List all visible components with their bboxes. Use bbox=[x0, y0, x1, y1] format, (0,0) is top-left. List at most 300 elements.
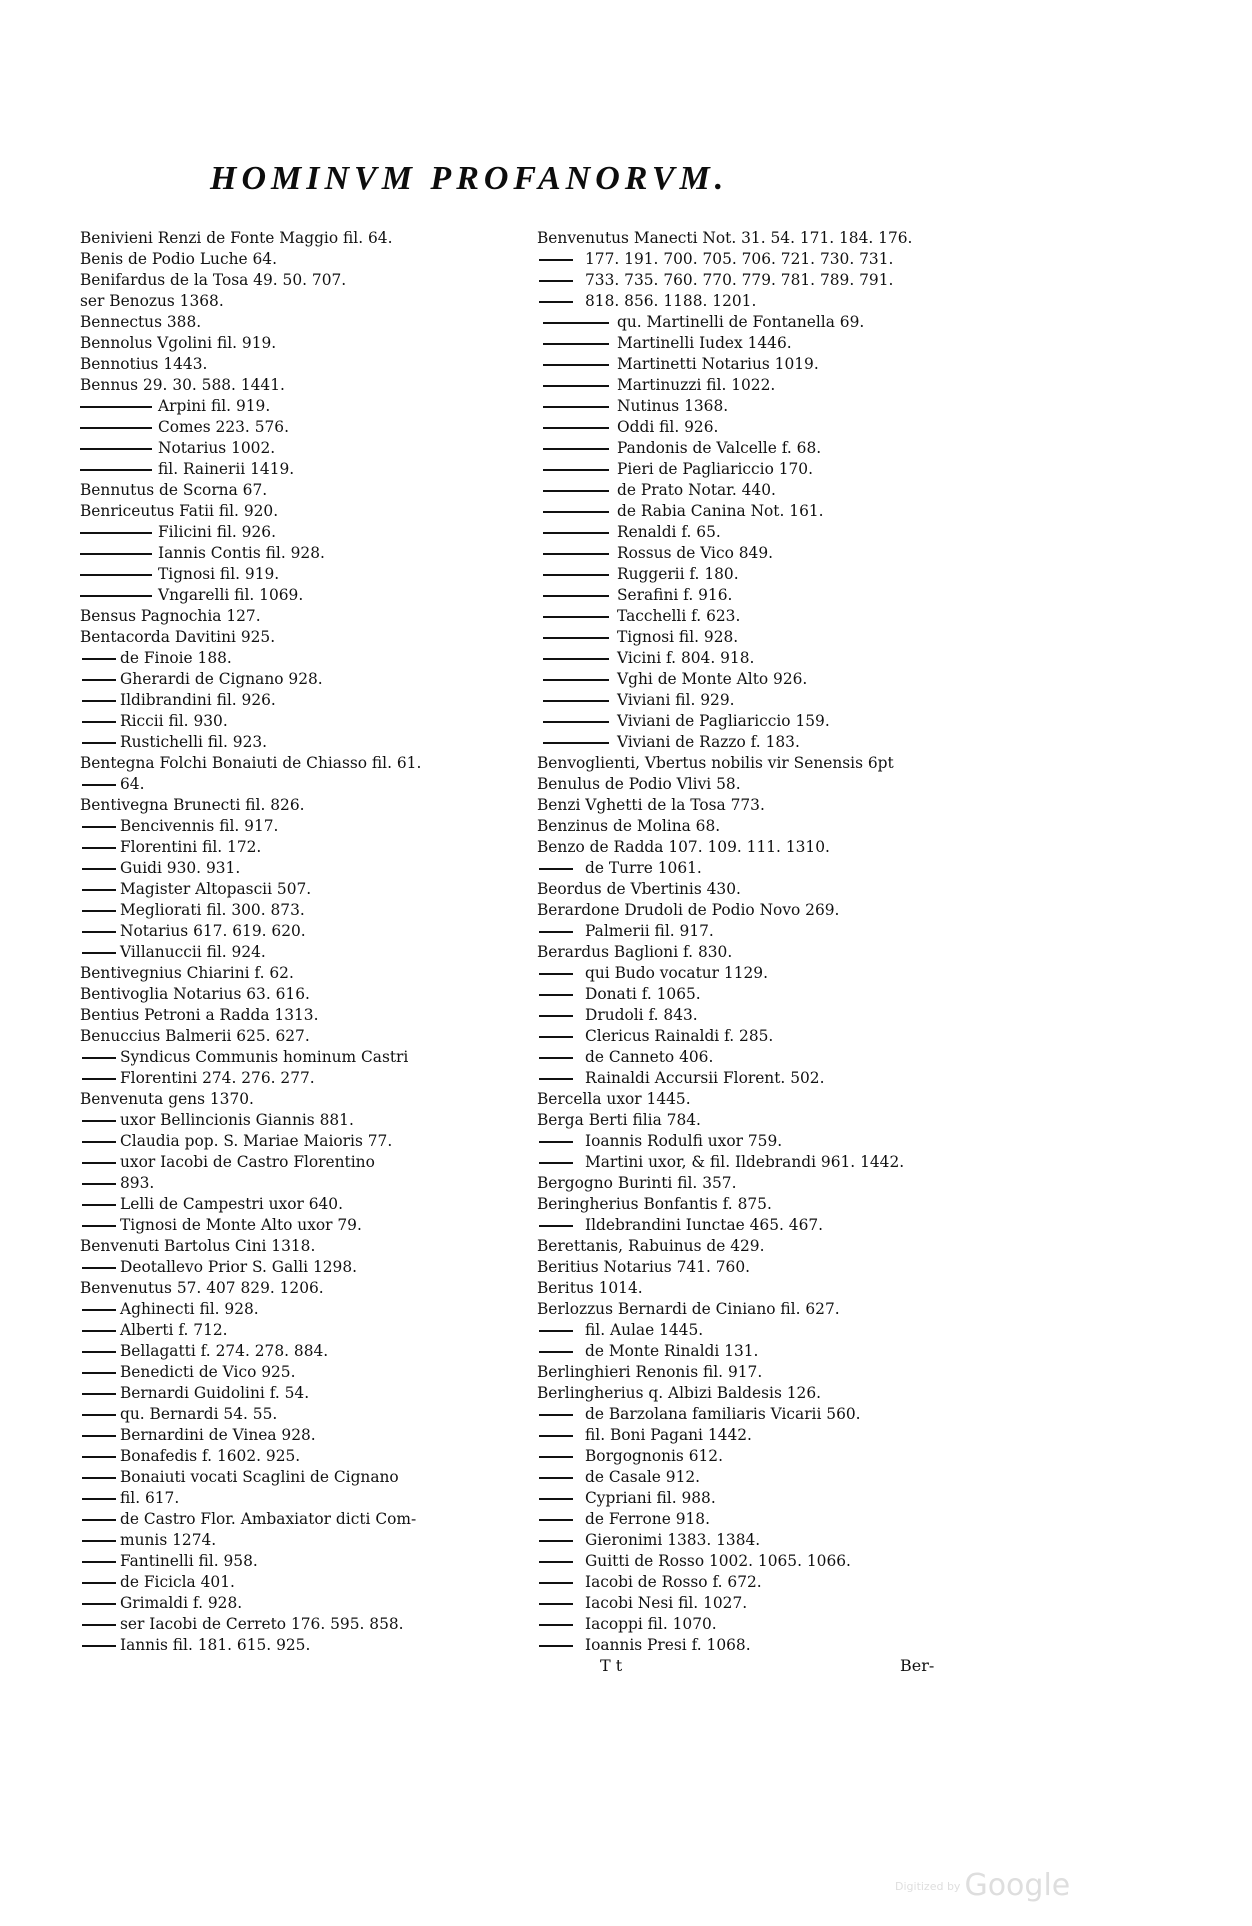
entry-text: Berlingherius q. Albizi Baldesis 126. bbox=[537, 1384, 822, 1402]
index-entry bbox=[537, 1509, 977, 1530]
entry-text: Claudia pop. S. Mariae Maioris 77. bbox=[120, 1132, 393, 1150]
entry-text: fil. Boni Pagani 1442. bbox=[585, 1426, 752, 1444]
ditto-dash bbox=[82, 1456, 116, 1458]
entry-text: 177. 191. 700. 705. 706. 721. 730. 731. bbox=[585, 250, 894, 268]
entry-text: de Ficicla 401. bbox=[120, 1573, 235, 1591]
entry-text: Deotallevo Prior S. Galli 1298. bbox=[120, 1258, 357, 1276]
index-entry bbox=[537, 270, 977, 291]
index-entry bbox=[80, 375, 524, 396]
entry-text: fil. Aulae 1445. bbox=[585, 1321, 704, 1339]
index-entry bbox=[80, 963, 524, 984]
ditto-dash bbox=[543, 322, 609, 324]
index-entry bbox=[80, 711, 524, 732]
entry-text: Pieri de Pagliariccio 170. bbox=[617, 460, 813, 478]
ditto-dash bbox=[80, 595, 152, 597]
entry-text: Bernardi Guidolini f. 54. bbox=[120, 1384, 310, 1402]
entry-text: Bonaiuti vocati Scaglini de Cignano bbox=[120, 1468, 399, 1486]
index-entry bbox=[80, 1572, 524, 1593]
entry-text: Filicini fil. 926. bbox=[158, 523, 276, 541]
index-entry bbox=[80, 606, 524, 627]
ditto-dash bbox=[543, 574, 609, 576]
signature-mark: T t bbox=[600, 1656, 623, 1675]
entry-text: Bentegna Folchi Bonaiuti de Chiasso fil. 61. bbox=[80, 754, 422, 772]
entry-text: Benedicti de Vico 925. bbox=[120, 1363, 296, 1381]
ditto-dash bbox=[539, 1540, 573, 1542]
index-entry bbox=[80, 1215, 524, 1236]
index-entry bbox=[537, 291, 977, 312]
index-entry bbox=[80, 1446, 524, 1467]
entry-text: de Casale 912. bbox=[585, 1468, 701, 1486]
ditto-dash bbox=[543, 469, 609, 471]
index-entry bbox=[537, 1047, 977, 1068]
index-entry bbox=[537, 1467, 977, 1488]
ditto-dash bbox=[82, 658, 116, 660]
entry-text: Benvenutus 57. 407 829. 1206. bbox=[80, 1279, 324, 1297]
entry-text: Beritus 1014. bbox=[537, 1279, 643, 1297]
index-entry bbox=[537, 564, 977, 585]
entry-text: Viviani de Razzo f. 183. bbox=[617, 733, 800, 751]
right-column bbox=[537, 228, 977, 1656]
ditto-dash bbox=[543, 637, 609, 639]
index-entry bbox=[537, 1446, 977, 1467]
entry-text: Bergogno Burinti fil. 357. bbox=[537, 1174, 737, 1192]
entry-text: Bennotius 1443. bbox=[80, 355, 208, 373]
index-entry bbox=[537, 774, 977, 795]
index-entry bbox=[80, 228, 524, 249]
entry-text: fil. Rainerii 1419. bbox=[158, 460, 295, 478]
index-entry bbox=[80, 501, 524, 522]
entry-text: Gieronimi 1383. 1384. bbox=[585, 1531, 761, 1549]
entry-text: Bentius Petroni a Radda 1313. bbox=[80, 1006, 319, 1024]
index-entry bbox=[537, 942, 977, 963]
index-entry bbox=[80, 774, 524, 795]
ditto-dash bbox=[82, 1393, 116, 1395]
index-entry bbox=[537, 837, 977, 858]
index-entry bbox=[80, 858, 524, 879]
entry-text: Iacoppi fil. 1070. bbox=[585, 1615, 717, 1633]
ditto-dash bbox=[82, 1183, 116, 1185]
ditto-dash bbox=[543, 364, 609, 366]
index-entry bbox=[80, 753, 524, 774]
ditto-dash bbox=[82, 1141, 116, 1143]
entry-text: Rustichelli fil. 923. bbox=[120, 733, 268, 751]
index-entry bbox=[80, 1362, 524, 1383]
index-entry bbox=[80, 564, 524, 585]
ditto-dash bbox=[543, 721, 609, 723]
index-entry bbox=[80, 1110, 524, 1131]
ditto-dash bbox=[80, 448, 152, 450]
ditto-dash bbox=[82, 1624, 116, 1626]
ditto-dash bbox=[82, 1330, 116, 1332]
entry-text: Benriceutus Fatii fil. 920. bbox=[80, 502, 279, 520]
index-entry bbox=[80, 1131, 524, 1152]
ditto-dash bbox=[82, 952, 116, 954]
index-entry bbox=[80, 1152, 524, 1173]
ditto-dash bbox=[539, 1015, 573, 1017]
entry-text: Notarius 617. 619. 620. bbox=[120, 922, 306, 940]
index-entry bbox=[537, 627, 977, 648]
ditto-dash bbox=[82, 1078, 116, 1080]
entry-text: Beritius Notarius 741. 760. bbox=[537, 1258, 751, 1276]
entry-text: 733. 735. 760. 770. 779. 781. 789. 791. bbox=[585, 271, 894, 289]
entry-text: Ruggerii f. 180. bbox=[617, 565, 739, 583]
ditto-dash bbox=[539, 1225, 573, 1227]
entry-text: qu. Martinelli de Fontanella 69. bbox=[617, 313, 865, 331]
entry-text: Rossus de Vico 849. bbox=[617, 544, 774, 562]
ditto-dash bbox=[543, 658, 609, 660]
ditto-dash bbox=[539, 259, 573, 261]
index-entry bbox=[537, 585, 977, 606]
entry-text: Viviani de Pagliariccio 159. bbox=[617, 712, 830, 730]
entry-text: Benzinus de Molina 68. bbox=[537, 817, 721, 835]
entry-text: Benis de Podio Luche 64. bbox=[80, 250, 277, 268]
index-entry bbox=[537, 480, 977, 501]
entry-text: Guitti de Rosso 1002. 1065. 1066. bbox=[585, 1552, 851, 1570]
index-entry bbox=[537, 1194, 977, 1215]
entry-text: de Finoie 188. bbox=[120, 649, 232, 667]
index-entry bbox=[80, 1236, 524, 1257]
entry-text: Berlozzus Bernardi de Ciniano fil. 627. bbox=[537, 1300, 840, 1318]
index-entry bbox=[537, 1341, 977, 1362]
index-entry bbox=[537, 606, 977, 627]
entry-text: ser Benozus 1368. bbox=[80, 292, 224, 310]
entry-text: Benzi Vghetti de la Tosa 773. bbox=[537, 796, 765, 814]
entry-text: Ildibrandini fil. 926. bbox=[120, 691, 276, 709]
index-entry bbox=[80, 1278, 524, 1299]
index-entry bbox=[80, 1467, 524, 1488]
index-entry bbox=[80, 1299, 524, 1320]
entry-text: Bentacorda Davitini 925. bbox=[80, 628, 276, 646]
entry-text: Serafini f. 916. bbox=[617, 586, 733, 604]
entry-text: Florentini 274. 276. 277. bbox=[120, 1069, 315, 1087]
index-entry bbox=[537, 1593, 977, 1614]
entry-text: Pandonis de Valcelle f. 68. bbox=[617, 439, 822, 457]
index-entry bbox=[80, 1509, 524, 1530]
index-entry bbox=[80, 1488, 524, 1509]
entry-text: Tignosi de Monte Alto uxor 79. bbox=[120, 1216, 362, 1234]
index-entry bbox=[80, 1320, 524, 1341]
entry-text: ser Iacobi de Cerreto 176. 595. 858. bbox=[120, 1615, 404, 1633]
entry-text: Benvenutus Manecti Not. 31. 54. 171. 184. 176. bbox=[537, 229, 913, 247]
entry-text: Gherardi de Cignano 928. bbox=[120, 670, 323, 688]
ditto-dash bbox=[539, 1498, 573, 1500]
index-entry bbox=[537, 1404, 977, 1425]
index-entry bbox=[80, 690, 524, 711]
entry-text: Guidi 930. 931. bbox=[120, 859, 241, 877]
digitized-watermark bbox=[895, 1868, 1070, 1903]
index-entry bbox=[537, 690, 977, 711]
ditto-dash bbox=[539, 1477, 573, 1479]
entry-text: Beringherius Bonfantis f. 875. bbox=[537, 1195, 772, 1213]
ditto-dash bbox=[82, 1561, 116, 1563]
entry-text: Benivieni Renzi de Fonte Maggio fil. 64. bbox=[80, 229, 393, 247]
ditto-dash bbox=[539, 1057, 573, 1059]
index-entry bbox=[80, 648, 524, 669]
ditto-dash bbox=[539, 994, 573, 996]
index-entry bbox=[537, 354, 977, 375]
entry-text: Bentivoglia Notarius 63. 616. bbox=[80, 985, 310, 1003]
index-entry bbox=[537, 900, 977, 921]
index-entry bbox=[80, 837, 524, 858]
entry-text: Martinelli Iudex 1446. bbox=[617, 334, 792, 352]
entry-text: Vngarelli fil. 1069. bbox=[158, 586, 304, 604]
ditto-dash bbox=[82, 1603, 116, 1605]
entry-text: Benvenuta gens 1370. bbox=[80, 1090, 254, 1108]
entry-text: Magister Altopascii 507. bbox=[120, 880, 312, 898]
ditto-dash bbox=[539, 1351, 573, 1353]
index-entry bbox=[80, 333, 524, 354]
entry-text: Bencivennis fil. 917. bbox=[120, 817, 279, 835]
ditto-dash bbox=[539, 1561, 573, 1563]
ditto-dash bbox=[539, 301, 573, 303]
entry-text: Bennutus de Scorna 67. bbox=[80, 481, 268, 499]
ditto-dash bbox=[82, 1519, 116, 1521]
index-entry bbox=[537, 396, 977, 417]
ditto-dash bbox=[82, 1057, 116, 1059]
index-entry bbox=[80, 1530, 524, 1551]
index-entry bbox=[80, 249, 524, 270]
ditto-dash bbox=[539, 1645, 573, 1647]
entry-text: Florentini fil. 172. bbox=[120, 838, 262, 856]
index-entry bbox=[80, 522, 524, 543]
entry-text: Iannis Contis fil. 928. bbox=[158, 544, 325, 562]
ditto-dash bbox=[82, 1309, 116, 1311]
index-entry bbox=[537, 522, 977, 543]
entry-text: Berga Berti filia 784. bbox=[537, 1111, 701, 1129]
index-entry bbox=[537, 711, 977, 732]
index-entry bbox=[537, 1320, 977, 1341]
ditto-dash bbox=[543, 679, 609, 681]
entry-text: Ildebrandini Iunctae 465. 467. bbox=[585, 1216, 824, 1234]
entry-text: de Monte Rinaldi 131. bbox=[585, 1342, 759, 1360]
index-entry bbox=[537, 1089, 977, 1110]
ditto-dash bbox=[80, 532, 152, 534]
index-entry bbox=[537, 1110, 977, 1131]
entry-text: Bellagatti f. 274. 278. 884. bbox=[120, 1342, 329, 1360]
ditto-dash bbox=[543, 490, 609, 492]
index-entry bbox=[537, 1530, 977, 1551]
entry-text: Tignosi fil. 919. bbox=[158, 565, 280, 583]
ditto-dash bbox=[82, 1498, 116, 1500]
index-entry bbox=[80, 438, 524, 459]
ditto-dash bbox=[543, 532, 609, 534]
entry-text: Benuccius Balmerii 625. 627. bbox=[80, 1027, 310, 1045]
index-entry bbox=[537, 1425, 977, 1446]
index-entry bbox=[80, 1173, 524, 1194]
page-title: HOMINVM PROFANORVM. bbox=[210, 160, 729, 197]
entry-text: Berettanis, Rabuinus de 429. bbox=[537, 1237, 765, 1255]
index-entry bbox=[537, 1278, 977, 1299]
index-entry bbox=[80, 816, 524, 837]
index-entry bbox=[80, 1383, 524, 1404]
index-entry bbox=[537, 249, 977, 270]
entry-text: Benzo de Radda 107. 109. 111. 1310. bbox=[537, 838, 830, 856]
index-entry bbox=[80, 1068, 524, 1089]
catchword: Ber- bbox=[900, 1656, 935, 1675]
index-entry bbox=[537, 984, 977, 1005]
ditto-dash bbox=[543, 427, 609, 429]
ditto-dash bbox=[539, 1036, 573, 1038]
entry-text: 893. bbox=[120, 1174, 155, 1192]
entry-text: Berardus Baglioni f. 830. bbox=[537, 943, 733, 961]
entry-text: Ioannis Rodulfi uxor 759. bbox=[585, 1132, 783, 1150]
entry-text: de Castro Flor. Ambaxiator dicti Com- bbox=[120, 1510, 417, 1528]
ditto-dash bbox=[82, 1204, 116, 1206]
entry-text: Benifardus de la Tosa 49. 50. 707. bbox=[80, 271, 347, 289]
entry-text: Benvenuti Bartolus Cini 1318. bbox=[80, 1237, 316, 1255]
index-entry bbox=[80, 942, 524, 963]
index-entry bbox=[537, 1362, 977, 1383]
entry-text: Beordus de Vbertinis 430. bbox=[537, 880, 741, 898]
entry-text: de Barzolana familiaris Vicarii 560. bbox=[585, 1405, 861, 1423]
index-entry bbox=[80, 396, 524, 417]
entry-text: Tignosi fil. 928. bbox=[617, 628, 739, 646]
ditto-dash bbox=[82, 700, 116, 702]
index-entry bbox=[537, 753, 977, 774]
index-entry bbox=[80, 1089, 524, 1110]
ditto-dash bbox=[543, 616, 609, 618]
ditto-dash bbox=[82, 1225, 116, 1227]
ditto-dash bbox=[80, 469, 152, 471]
entry-text: Berardone Drudoli de Podio Novo 269. bbox=[537, 901, 840, 919]
index-entry bbox=[537, 816, 977, 837]
ditto-dash bbox=[539, 1435, 573, 1437]
entry-text: munis 1274. bbox=[120, 1531, 217, 1549]
ditto-dash bbox=[82, 679, 116, 681]
entry-text: Martini uxor, & fil. Ildebrandi 961. 1442. bbox=[585, 1153, 905, 1171]
index-entry bbox=[537, 1635, 977, 1656]
entry-text: qu. Bernardi 54. 55. bbox=[120, 1405, 278, 1423]
ditto-dash bbox=[82, 910, 116, 912]
index-entry bbox=[537, 669, 977, 690]
ditto-dash bbox=[539, 280, 573, 282]
entry-text: Bonafedis f. 1602. 925. bbox=[120, 1447, 301, 1465]
entry-text: Viviani fil. 929. bbox=[617, 691, 735, 709]
watermark-small-text: Digitized by bbox=[895, 1880, 961, 1893]
index-entry bbox=[80, 543, 524, 564]
ditto-dash bbox=[82, 721, 116, 723]
entry-text: Bennolus Vgolini fil. 919. bbox=[80, 334, 277, 352]
entry-text: Villanuccii fil. 924. bbox=[120, 943, 266, 961]
index-entry bbox=[80, 1341, 524, 1362]
index-entry bbox=[537, 1131, 977, 1152]
ditto-dash bbox=[543, 700, 609, 702]
entry-text: Bernardini de Vinea 928. bbox=[120, 1426, 316, 1444]
entry-text: Megliorati fil. 300. 873. bbox=[120, 901, 305, 919]
entry-text: de Prato Notar. 440. bbox=[617, 481, 776, 499]
index-entry bbox=[80, 480, 524, 501]
ditto-dash bbox=[82, 826, 116, 828]
entry-text: Bensus Pagnochia 127. bbox=[80, 607, 261, 625]
entry-text: Iacobi de Rosso f. 672. bbox=[585, 1573, 762, 1591]
entry-text: 818. 856. 1188. 1201. bbox=[585, 292, 757, 310]
index-entry bbox=[537, 1026, 977, 1047]
entry-text: Grimaldi f. 928. bbox=[120, 1594, 243, 1612]
entry-text: Cypriani fil. 988. bbox=[585, 1489, 716, 1507]
index-entry bbox=[537, 879, 977, 900]
index-entry bbox=[537, 1299, 977, 1320]
index-entry bbox=[80, 1614, 524, 1635]
entry-text: de Canneto 406. bbox=[585, 1048, 714, 1066]
ditto-dash bbox=[82, 1435, 116, 1437]
ditto-dash bbox=[82, 1540, 116, 1542]
index-entry bbox=[80, 354, 524, 375]
ditto-dash bbox=[539, 1141, 573, 1143]
entry-text: Lelli de Campestri uxor 640. bbox=[120, 1195, 343, 1213]
entry-text: Bennus 29. 30. 588. 1441. bbox=[80, 376, 285, 394]
entry-text: Oddi fil. 926. bbox=[617, 418, 719, 436]
entry-text: Bercella uxor 1445. bbox=[537, 1090, 691, 1108]
index-entry bbox=[80, 417, 524, 438]
index-entry bbox=[80, 585, 524, 606]
index-entry bbox=[80, 1005, 524, 1026]
ditto-dash bbox=[82, 1645, 116, 1647]
ditto-dash bbox=[543, 406, 609, 408]
index-entry bbox=[80, 900, 524, 921]
index-entry bbox=[80, 1047, 524, 1068]
index-entry bbox=[80, 669, 524, 690]
index-entry bbox=[537, 1551, 977, 1572]
ditto-dash bbox=[80, 427, 152, 429]
index-entry bbox=[80, 732, 524, 753]
index-entry bbox=[537, 1152, 977, 1173]
index-entry bbox=[537, 1572, 977, 1593]
index-entry bbox=[80, 1551, 524, 1572]
index-entry bbox=[537, 1488, 977, 1509]
ditto-dash bbox=[539, 1414, 573, 1416]
ditto-dash bbox=[82, 847, 116, 849]
index-entry bbox=[80, 270, 524, 291]
entry-text: Ioannis Presi f. 1068. bbox=[585, 1636, 751, 1654]
index-entry bbox=[537, 1068, 977, 1089]
index-entry bbox=[537, 1236, 977, 1257]
entry-text: Riccii fil. 930. bbox=[120, 712, 228, 730]
entry-text: Tacchelli f. 623. bbox=[617, 607, 741, 625]
index-entry bbox=[537, 795, 977, 816]
entry-text: Iannis fil. 181. 615. 925. bbox=[120, 1636, 311, 1654]
ditto-dash bbox=[543, 595, 609, 597]
index-entry bbox=[537, 921, 977, 942]
index-entry bbox=[80, 1635, 524, 1656]
ditto-dash bbox=[543, 448, 609, 450]
ditto-dash bbox=[539, 1624, 573, 1626]
ditto-dash bbox=[82, 1582, 116, 1584]
index-entry bbox=[537, 417, 977, 438]
index-entry bbox=[537, 333, 977, 354]
ditto-dash bbox=[82, 1414, 116, 1416]
index-entry bbox=[537, 963, 977, 984]
entry-text: Bennectus 388. bbox=[80, 313, 202, 331]
ditto-dash bbox=[543, 553, 609, 555]
ditto-dash bbox=[82, 1267, 116, 1269]
entry-text: Palmerii fil. 917. bbox=[585, 922, 714, 940]
entry-text: Alberti f. 712. bbox=[120, 1321, 228, 1339]
ditto-dash bbox=[543, 511, 609, 513]
entry-text: de Rabia Canina Not. 161. bbox=[617, 502, 824, 520]
entry-text: Donati f. 1065. bbox=[585, 985, 701, 1003]
index-entry bbox=[537, 459, 977, 480]
index-entry bbox=[80, 795, 524, 816]
ditto-dash bbox=[539, 1519, 573, 1521]
entry-text: 64. bbox=[120, 775, 145, 793]
index-entry bbox=[537, 501, 977, 522]
index-entry bbox=[80, 1194, 524, 1215]
index-entry bbox=[80, 1026, 524, 1047]
index-entry bbox=[537, 1215, 977, 1236]
ditto-dash bbox=[82, 1351, 116, 1353]
ditto-dash bbox=[80, 553, 152, 555]
index-entry bbox=[80, 312, 524, 333]
